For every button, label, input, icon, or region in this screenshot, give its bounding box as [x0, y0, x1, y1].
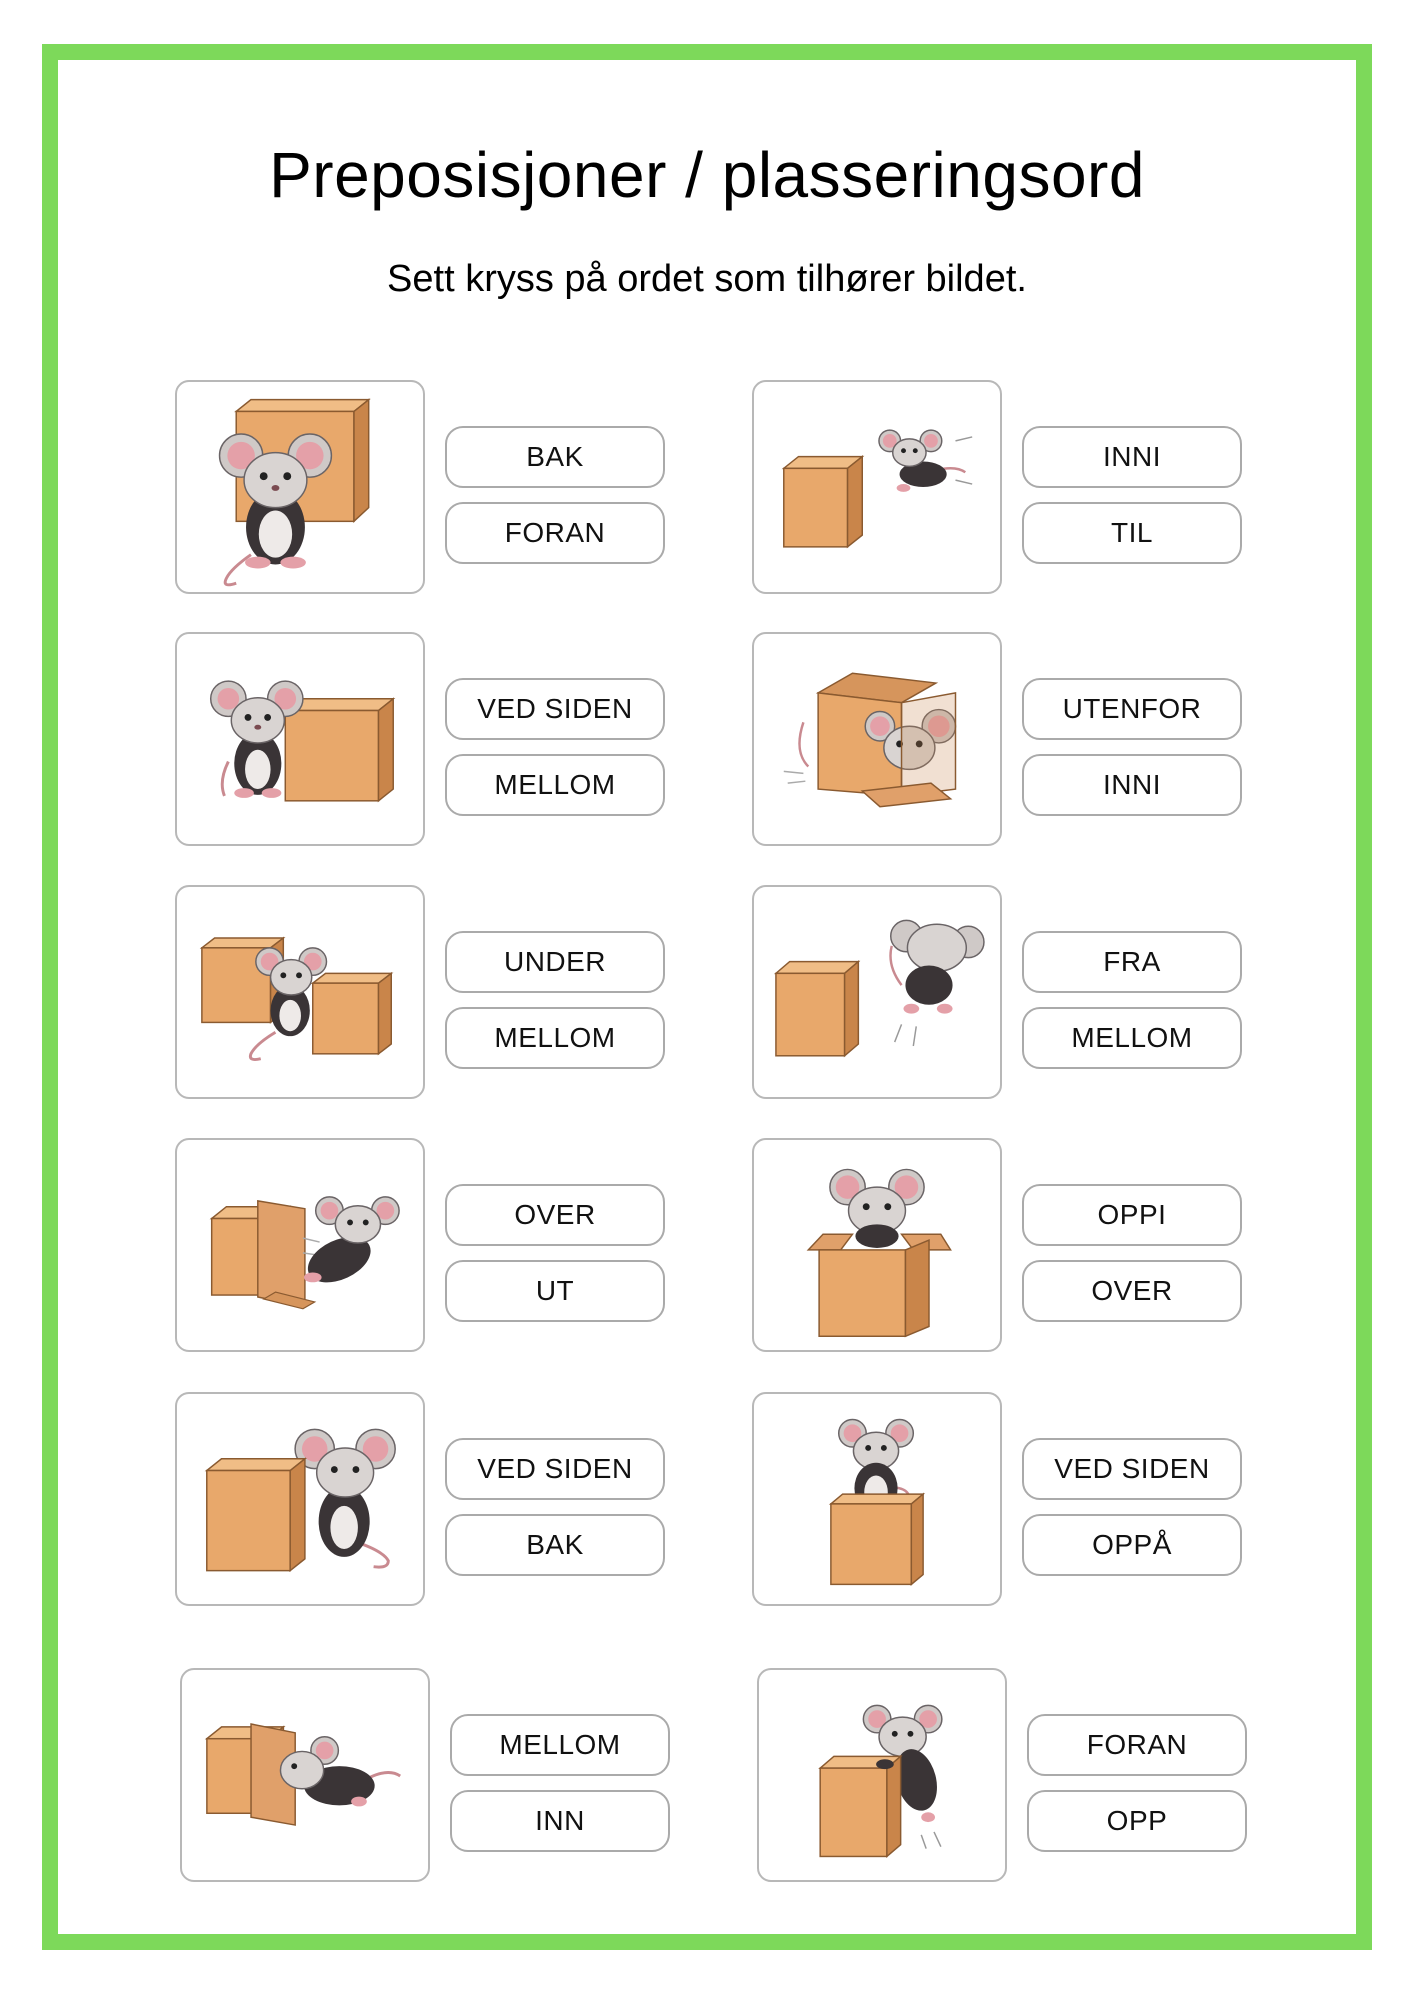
option-ved-siden[interactable]: VED SIDEN — [445, 1438, 665, 1500]
option-mellom[interactable]: MELLOM — [1022, 1007, 1242, 1069]
page-title: Preposisjoner / plasseringsord — [269, 139, 1145, 211]
mouse-inside-open-box-picture — [752, 632, 1002, 846]
option-bak[interactable]: BAK — [445, 1514, 665, 1576]
option-opp[interactable]: OPP — [1027, 1790, 1247, 1852]
option-til[interactable]: TIL — [1022, 502, 1242, 564]
option-bak[interactable]: BAK — [445, 426, 665, 488]
mouse-going-into-box-picture — [180, 1668, 430, 1882]
mouse-jumping-from-box-picture — [752, 885, 1002, 1099]
mouse-behind-box-picture — [175, 1392, 425, 1606]
mouse-peeking-out-of-box-picture — [752, 1138, 1002, 1352]
option-foran[interactable]: FORAN — [445, 502, 665, 564]
mouse-in-front-of-box-picture — [175, 380, 425, 594]
option-ved-siden[interactable]: VED SIDEN — [445, 678, 665, 740]
instruction-text: Sett kryss på ordet som tilhører bildet. — [387, 258, 1027, 300]
option-foran[interactable]: FORAN — [1027, 1714, 1247, 1776]
option-mellom[interactable]: MELLOM — [450, 1714, 670, 1776]
option-ved-siden[interactable]: VED SIDEN — [1022, 1438, 1242, 1500]
option-mellom[interactable]: MELLOM — [445, 754, 665, 816]
option-inni[interactable]: INNI — [1022, 426, 1242, 488]
mouse-on-top-of-box-picture — [752, 1392, 1002, 1606]
mouse-coming-out-of-box-picture — [175, 1138, 425, 1352]
option-oppi[interactable]: OPPI — [1022, 1184, 1242, 1246]
option-ut[interactable]: UT — [445, 1260, 665, 1322]
option-over[interactable]: OVER — [1022, 1260, 1242, 1322]
option-inn[interactable]: INN — [450, 1790, 670, 1852]
option-oppa[interactable]: OPPÅ — [1022, 1514, 1242, 1576]
mouse-between-boxes-picture — [175, 885, 425, 1099]
mouse-climbing-up-box-picture — [757, 1668, 1007, 1882]
option-mellom[interactable]: MELLOM — [445, 1007, 665, 1069]
mouse-beside-box-picture — [175, 632, 425, 846]
option-inni[interactable]: INNI — [1022, 754, 1242, 816]
option-utenfor[interactable]: UTENFOR — [1022, 678, 1242, 740]
option-under[interactable]: UNDER — [445, 931, 665, 993]
option-over[interactable]: OVER — [445, 1184, 665, 1246]
option-fra[interactable]: FRA — [1022, 931, 1242, 993]
mouse-jumping-to-box-picture — [752, 380, 1002, 594]
